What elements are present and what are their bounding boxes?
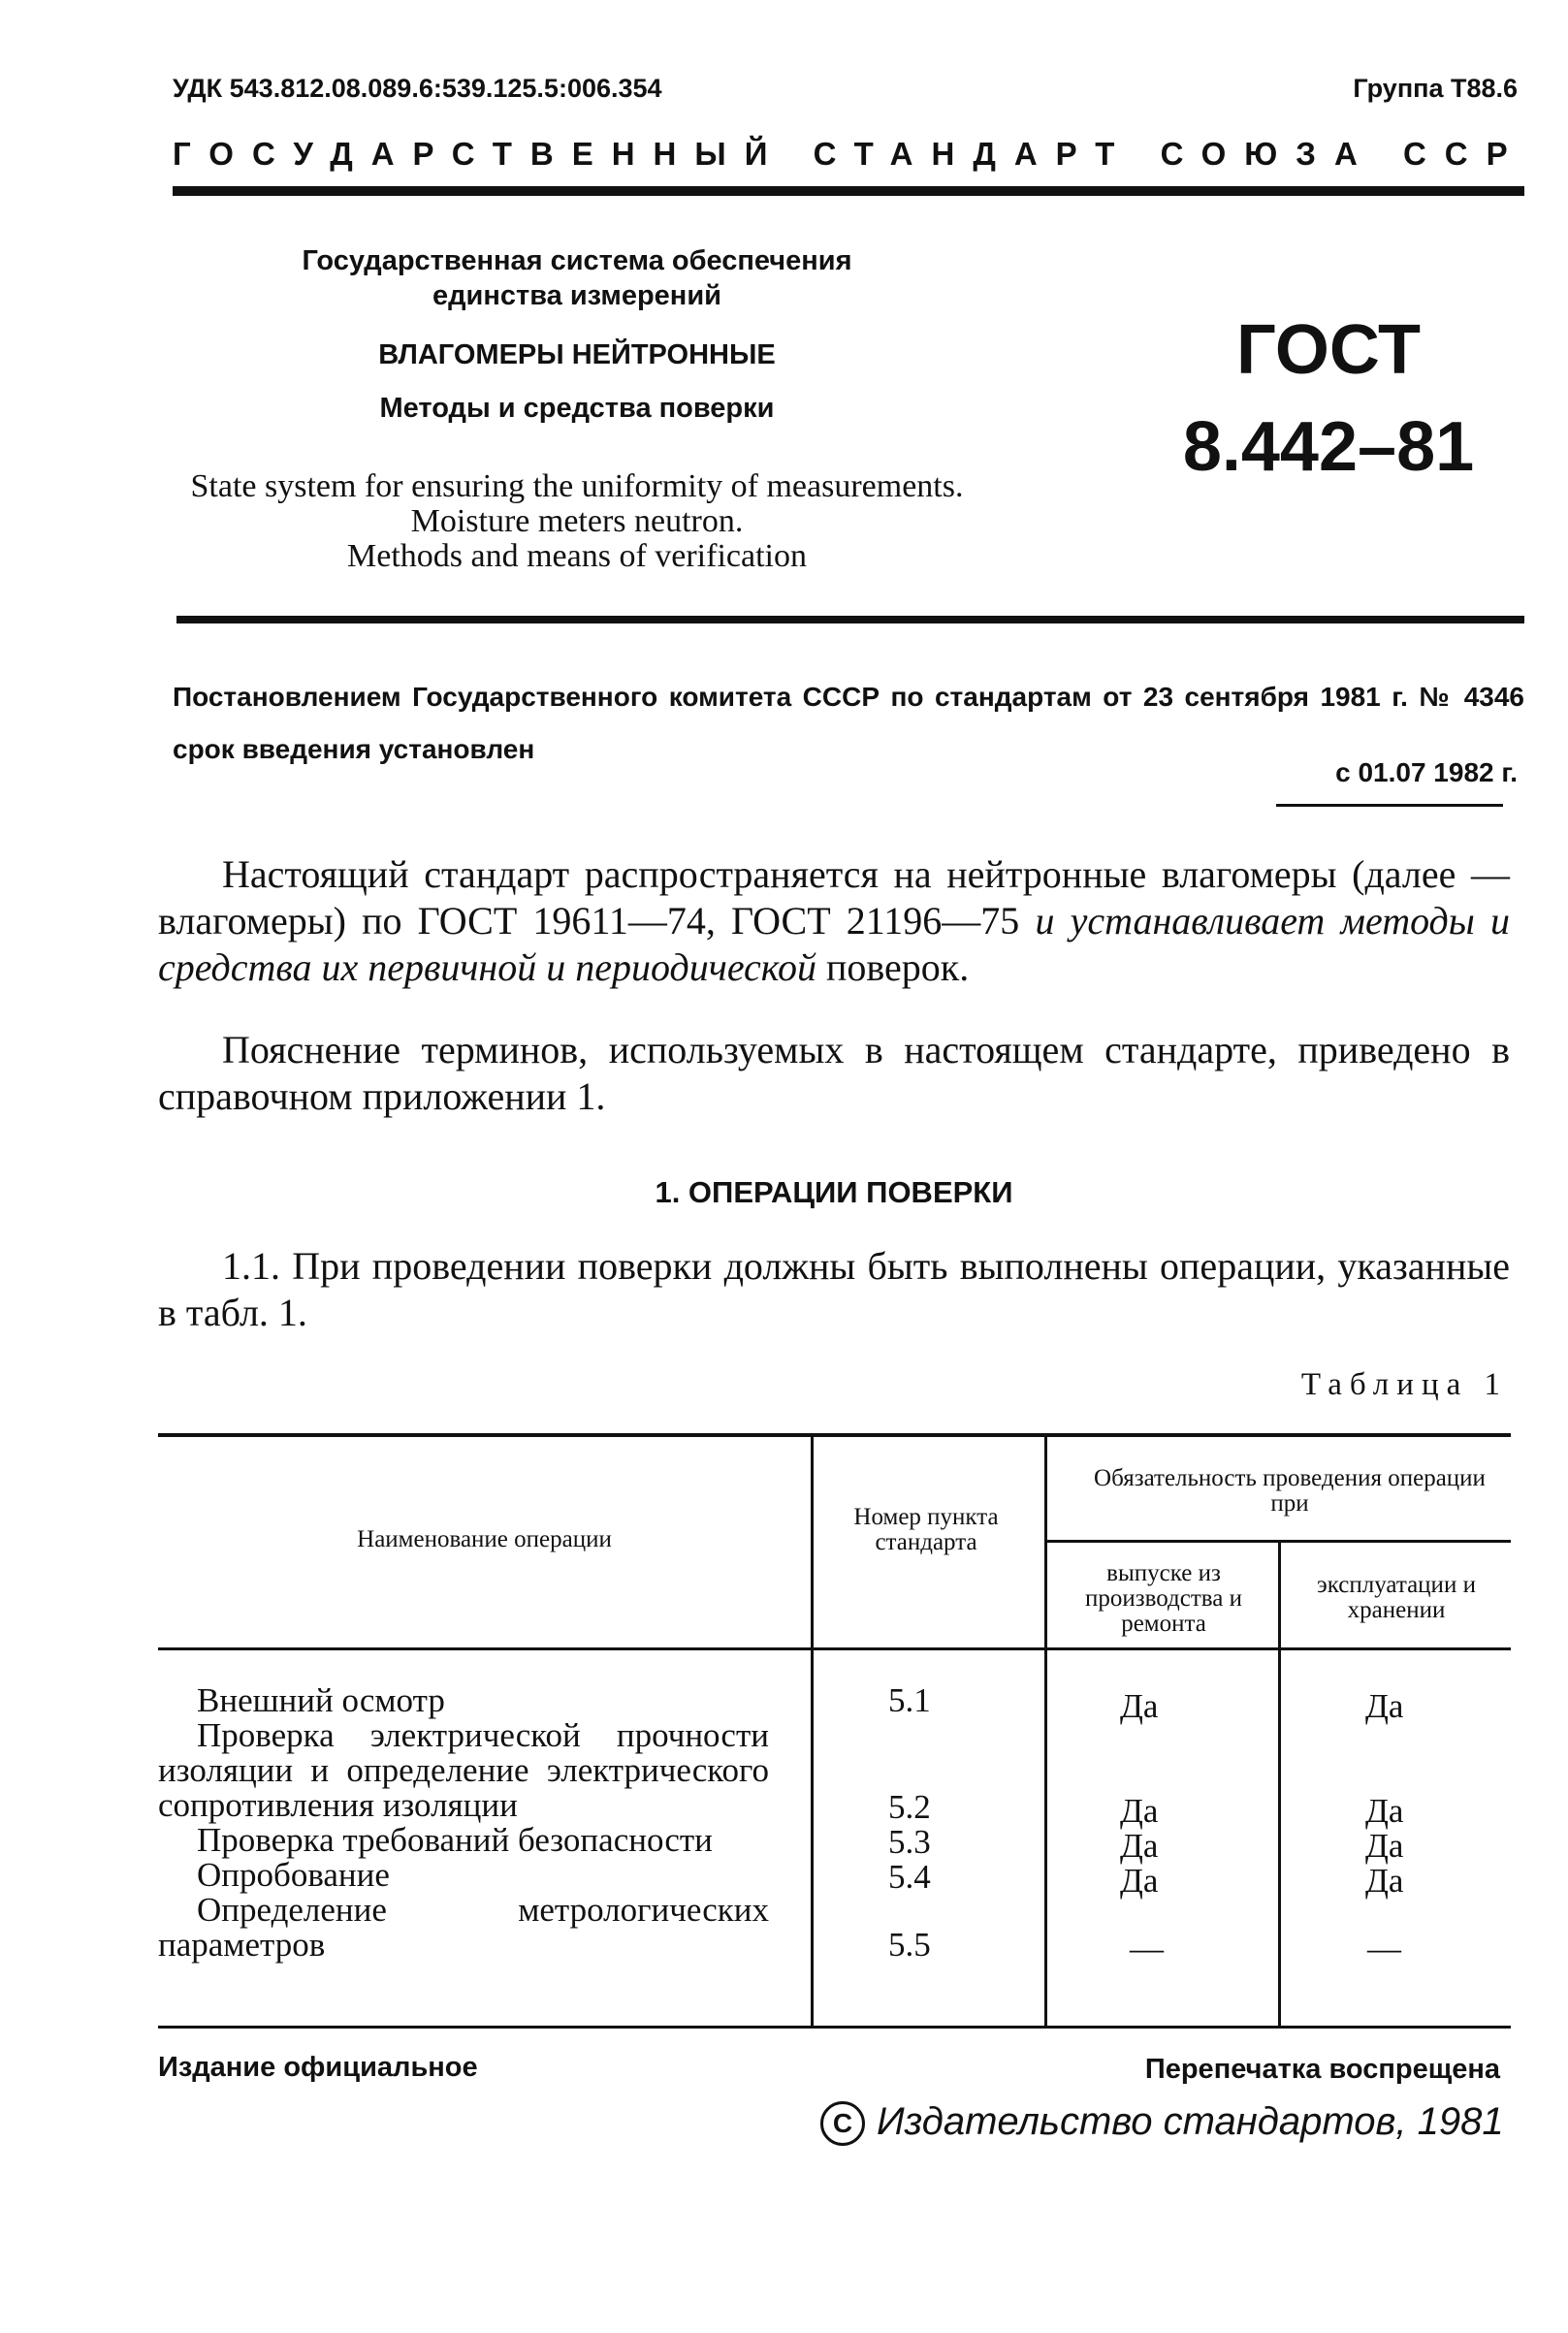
table-cell-exploitation: Да	[1365, 1827, 1404, 1865]
table-cell-clause: 5.5	[888, 1926, 931, 1964]
table-cell-release: Да	[1120, 1792, 1159, 1830]
publisher-line	[820, 2100, 1504, 2146]
table-vline-3	[1278, 1542, 1281, 2026]
english-title-line1: State system for ensuring the uniformity of measurements.	[190, 468, 964, 504]
header-rule	[173, 186, 1524, 196]
header-exploitation: эксплуатации и хранении	[1317, 1572, 1476, 1623]
group-code: Группа Т88.6	[1353, 74, 1518, 103]
table-cell-clause: 5.1	[888, 1681, 931, 1719]
system-title-line2: единства измерений	[432, 280, 721, 311]
table-caption: Таблица 1	[1300, 1367, 1508, 1402]
table-cell-release: Да	[1120, 1827, 1159, 1865]
table-cell-release: Да	[1120, 1687, 1159, 1725]
table-row-name: Проверка требований безопасности	[197, 1821, 713, 1859]
table-row-name: Внешний осмотр	[197, 1681, 445, 1719]
state-standard-banner: ГОСУДАРСТВЕННЫЙ СТАНДАРТ СОЮЗА ССР	[173, 136, 1526, 172]
system-title-line1: Государственная система обеспечения	[302, 245, 852, 276]
udk-code: УДК 543.812.08.089.6:539.125.5:006.354	[173, 74, 662, 103]
english-title-line2: Moisture meters neutron.	[410, 503, 744, 539]
section-1-title: 1. ОПЕРАЦИИ ПОВЕРКИ	[655, 1175, 1013, 1209]
table-cell-release: Да	[1120, 1862, 1159, 1900]
table-cell-clause: 5.3	[888, 1823, 931, 1861]
paragraph-scope-end: поверок.	[825, 945, 970, 989]
table-cell-clause: 5.2	[888, 1788, 931, 1826]
table-cell-release: —	[1130, 1930, 1164, 1967]
publisher-name: Издательство стандартов, 1981	[877, 2100, 1504, 2143]
paragraph-scope	[158, 851, 1510, 991]
header-obligation: Обязательность проведения операции при	[1094, 1465, 1486, 1517]
effective-date: с 01.07 1982 г.	[1335, 757, 1518, 787]
table-cell-exploitation: Да	[1365, 1792, 1404, 1830]
table-row-name: Проверка электрической прочности изоляции и определение электрического сопротивления изоляции	[158, 1716, 769, 1824]
table-row-name: Опробование	[197, 1856, 390, 1894]
date-underline	[1276, 804, 1503, 807]
table-cell-exploitation: Да	[1365, 1687, 1404, 1725]
paragraph-scope-regular: Настоящий стандарт распространяется на нейтронные влагомеры (далее — влагомеры) по ГОСТ 19611—74, ГОСТ 21196—75	[158, 852, 1510, 943]
paragraph-scope-italic: и устанавливает методы и средства их первичной и периодической	[158, 899, 1511, 989]
table-cell-clause: 5.4	[888, 1858, 931, 1896]
title-rule	[176, 616, 1524, 623]
table-row-name: Определение метрологических параметров	[158, 1891, 769, 1964]
table-top-rule	[158, 1433, 1511, 1437]
gost-label: ГОСТ	[1235, 311, 1422, 389]
paragraph-1-1: 1.1. При проведении поверки должны быть выполнены операции, указанные в табл. 1.	[158, 1244, 1510, 1334]
table-vline-2	[1044, 1437, 1047, 2026]
table-bottom-rule	[158, 2026, 1511, 2029]
gost-number: 8.442–81	[1182, 408, 1475, 486]
table-header-rule	[158, 1647, 1511, 1650]
decree-text: Постановлением Государственного комитета СССР по стандартам от 23 сентября 1981 г. № 4346 срок введения установлен	[173, 682, 1524, 764]
standard-subtitle: Методы и средства поверки	[379, 393, 775, 424]
standard-name: ВЛАГОМЕРЫ НЕЙТРОННЫЕ	[378, 339, 776, 370]
table-cell-exploitation: Да	[1365, 1862, 1404, 1900]
official-edition: Издание официальное	[158, 2052, 478, 2083]
copyright-icon: C	[820, 2101, 865, 2146]
english-title-line3: Methods and means of verification	[347, 538, 807, 574]
header-operation: Наименование операции	[357, 1526, 612, 1552]
table-subheader-rule	[1047, 1540, 1511, 1543]
paragraph-terms: Пояснение терминов, используемых в настоящем стандарте, приведено в справочном приложении 1.	[158, 1028, 1510, 1118]
header-clause: Номер пункта стандарта	[853, 1504, 999, 1555]
reprint-prohibited: Перепечатка воспрещена	[1144, 2054, 1500, 2085]
header-release: выпуске из производства и ремонта	[1085, 1560, 1242, 1637]
table-vline-1	[811, 1437, 814, 2026]
table-cell-exploitation: —	[1367, 1930, 1401, 1967]
